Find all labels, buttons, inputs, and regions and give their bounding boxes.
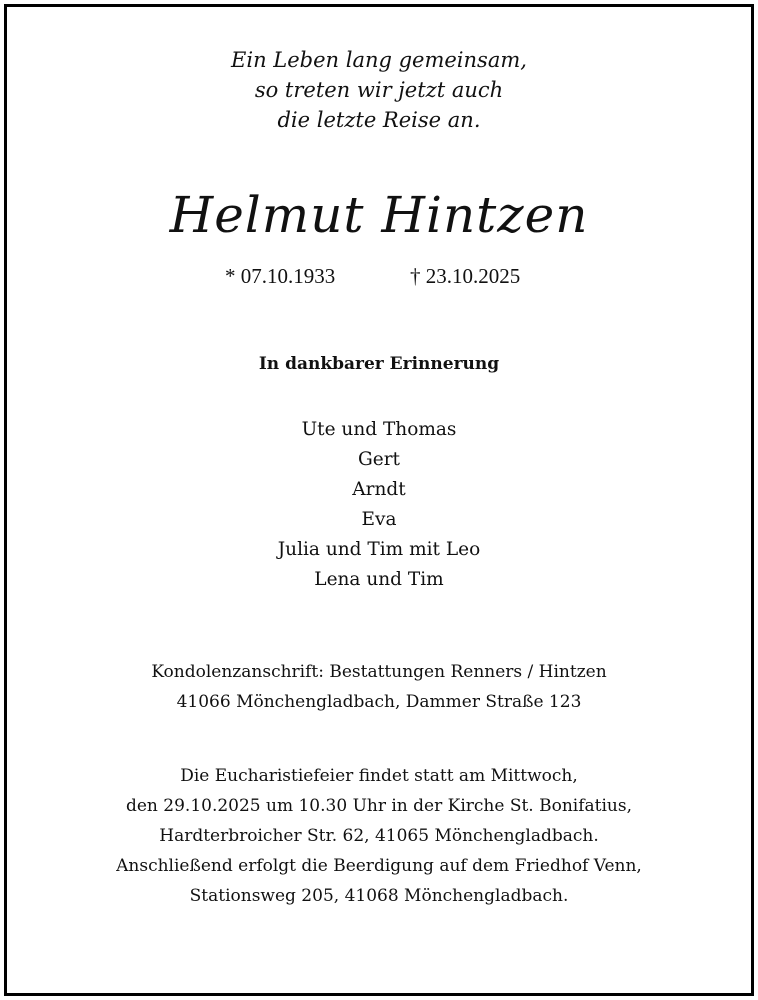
motto-line: Ein Leben lang gemeinsam, [231, 48, 527, 72]
ceremony-info: Die Eucharistiefeier findet statt am Mittwoch, [180, 766, 578, 786]
family-member: Eva [361, 509, 397, 530]
birth-date: * 07.10.1933 [225, 264, 336, 288]
motto-line: die letzte Reise an. [277, 108, 481, 132]
family-member: Arndt [352, 479, 406, 500]
obituary-notice [4, 4, 754, 996]
remembrance-heading: In dankbarer Erinnerung [258, 354, 500, 374]
death-date: † 23.10.2025 [410, 264, 521, 288]
ceremony-info: Stationsweg 205, 41068 Mönchengladbach. [189, 886, 569, 906]
family-member: Lena und Tim [314, 569, 444, 590]
ceremony-info: den 29.10.2025 um 10.30 Uhr in der Kirche St. Bonifatius, [125, 796, 632, 816]
deceased-name: Helmut Hintzen [169, 186, 589, 244]
life-dates [7, 261, 751, 291]
motto-line: so treten wir jetzt auch [254, 78, 504, 102]
family-member: Ute und Thomas [301, 419, 457, 440]
condolence-address: Kondolenzanschrift: Bestattungen Renners / Hintzen [151, 662, 607, 682]
ceremony-info: Hardterbroicher Str. 62, 41065 Mönchengladbach. [159, 826, 599, 846]
family-member: Julia und Tim mit Leo [277, 539, 481, 560]
ceremony-info: Anschließend erfolgt die Beerdigung auf dem Friedhof Venn, [116, 856, 642, 876]
condolence-address: 41066 Mönchengladbach, Dammer Straße 123 [176, 692, 582, 712]
family-member: Gert [357, 449, 400, 470]
